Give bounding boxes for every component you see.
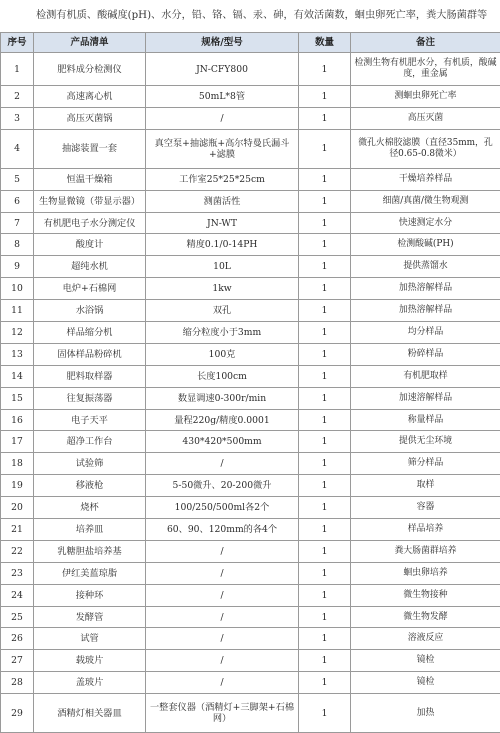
- cell-quantity: 1: [299, 129, 351, 168]
- cell-quantity: 1: [299, 475, 351, 497]
- cell-serial-no: 2: [1, 86, 34, 108]
- table-header-row: [1, 33, 500, 53]
- cell-quantity: 1: [299, 519, 351, 541]
- table-row: [1, 365, 500, 387]
- cell-spec: 缩分粒度小于3mm: [146, 322, 299, 344]
- table-row: [1, 300, 500, 322]
- cell-serial-no: 23: [1, 562, 34, 584]
- cell-product: 试管: [34, 628, 146, 650]
- table-row: [1, 497, 500, 519]
- cell-product: 发酵管: [34, 606, 146, 628]
- table-row: [1, 606, 500, 628]
- cell-serial-no: 5: [1, 168, 34, 190]
- table-row: [1, 431, 500, 453]
- cell-serial-no: 4: [1, 129, 34, 168]
- cell-quantity: 1: [299, 409, 351, 431]
- cell-serial-no: 11: [1, 300, 34, 322]
- cell-remarks: 筛分样品: [351, 453, 500, 475]
- table-row: [1, 694, 500, 733]
- cell-remarks: 有机肥取样: [351, 365, 500, 387]
- table-row: [1, 256, 500, 278]
- cell-remarks: 容器: [351, 497, 500, 519]
- table-row: [1, 322, 500, 344]
- cell-quantity: 1: [299, 53, 351, 86]
- cell-product: 电子天平: [34, 409, 146, 431]
- cell-serial-no: 21: [1, 519, 34, 541]
- cell-serial-no: 7: [1, 212, 34, 234]
- cell-spec: /: [146, 672, 299, 694]
- table-row: [1, 212, 500, 234]
- cell-serial-no: 14: [1, 365, 34, 387]
- cell-remarks: 均分样品: [351, 322, 500, 344]
- cell-spec: 数显调速0-300r/min: [146, 387, 299, 409]
- cell-remarks: 粉碎样品: [351, 343, 500, 365]
- cell-spec: JN-WT: [146, 212, 299, 234]
- cell-spec: /: [146, 453, 299, 475]
- cell-product: 酒精灯相关器皿: [34, 694, 146, 733]
- cell-serial-no: 19: [1, 475, 34, 497]
- cell-quantity: 1: [299, 343, 351, 365]
- table-row: [1, 129, 500, 168]
- cell-quantity: 1: [299, 584, 351, 606]
- header-spec: 规格/型号: [146, 33, 299, 53]
- cell-remarks: 取样: [351, 475, 500, 497]
- table-row: [1, 672, 500, 694]
- cell-serial-no: 22: [1, 540, 34, 562]
- cell-product: 固体样品粉碎机: [34, 343, 146, 365]
- cell-remarks: 检测酸碱(PH): [351, 234, 500, 256]
- cell-remarks: 快速测定水分: [351, 212, 500, 234]
- cell-quantity: 1: [299, 107, 351, 129]
- cell-spec: 测菌活性: [146, 190, 299, 212]
- cell-product: 接种环: [34, 584, 146, 606]
- cell-serial-no: 24: [1, 584, 34, 606]
- cell-spec: /: [146, 562, 299, 584]
- cell-quantity: 1: [299, 322, 351, 344]
- cell-product: 样品缩分机: [34, 322, 146, 344]
- table-row: [1, 519, 500, 541]
- cell-quantity: 1: [299, 431, 351, 453]
- cell-serial-no: 26: [1, 628, 34, 650]
- cell-quantity: 1: [299, 256, 351, 278]
- cell-product: 试验筛: [34, 453, 146, 475]
- cell-spec: 430*420*500mm: [146, 431, 299, 453]
- cell-quantity: 1: [299, 628, 351, 650]
- table-row: [1, 53, 500, 86]
- cell-product: 酸度计: [34, 234, 146, 256]
- cell-serial-no: 16: [1, 409, 34, 431]
- cell-remarks: 镜检: [351, 650, 500, 672]
- table-row: [1, 234, 500, 256]
- cell-product: 肥料成分检测仪: [34, 53, 146, 86]
- table-row: [1, 343, 500, 365]
- cell-serial-no: 10: [1, 278, 34, 300]
- table-row: [1, 453, 500, 475]
- cell-remarks: 加热溶解样品: [351, 278, 500, 300]
- cell-serial-no: 15: [1, 387, 34, 409]
- table-row: [1, 409, 500, 431]
- cell-spec: JN-CFY800: [146, 53, 299, 86]
- cell-spec: /: [146, 606, 299, 628]
- cell-quantity: 1: [299, 672, 351, 694]
- header-quantity: 数量: [299, 33, 351, 53]
- cell-remarks: 微生物发酵: [351, 606, 500, 628]
- cell-serial-no: 12: [1, 322, 34, 344]
- cell-quantity: 1: [299, 234, 351, 256]
- cell-spec: 100/250/500ml各2个: [146, 497, 299, 519]
- cell-product: 培养皿: [34, 519, 146, 541]
- cell-remarks: 测蛔虫卵死亡率: [351, 86, 500, 108]
- cell-spec: 100克: [146, 343, 299, 365]
- cell-remarks: 溶液反应: [351, 628, 500, 650]
- cell-spec: 10L: [146, 256, 299, 278]
- cell-remarks: 微孔火棉胶滤膜（直径35mm，孔径0.65-0.8微米）: [351, 129, 500, 168]
- table-row: [1, 278, 500, 300]
- cell-remarks: 细菌/真菌/微生物观测: [351, 190, 500, 212]
- cell-product: 往复振荡器: [34, 387, 146, 409]
- table-row: [1, 168, 500, 190]
- cell-serial-no: 13: [1, 343, 34, 365]
- cell-serial-no: 1: [1, 53, 34, 86]
- document-caption: 检测有机质、酸碱度(pH)、水分，铅、铬、镉、汞、砷，有效活菌数，蛔虫卵死亡率，粪大肠菌群等: [0, 0, 500, 32]
- cell-quantity: 1: [299, 650, 351, 672]
- cell-spec: /: [146, 628, 299, 650]
- cell-spec: 长度100cm: [146, 365, 299, 387]
- cell-product: 超纯水机: [34, 256, 146, 278]
- cell-product: 高速离心机: [34, 86, 146, 108]
- cell-serial-no: 18: [1, 453, 34, 475]
- table-body: [1, 53, 500, 733]
- cell-quantity: 1: [299, 453, 351, 475]
- cell-quantity: 1: [299, 606, 351, 628]
- table-row: [1, 628, 500, 650]
- header-product: 产品清单: [34, 33, 146, 53]
- cell-quantity: 1: [299, 497, 351, 519]
- cell-spec: 工作室25*25*25cm: [146, 168, 299, 190]
- cell-spec: 60、90、120mm的各4个: [146, 519, 299, 541]
- cell-spec: 双孔: [146, 300, 299, 322]
- cell-quantity: 1: [299, 694, 351, 733]
- equipment-table: [0, 32, 500, 733]
- cell-remarks: 镜检: [351, 672, 500, 694]
- table-row: [1, 190, 500, 212]
- cell-remarks: 加速溶解样品: [351, 387, 500, 409]
- cell-product: 移液枪: [34, 475, 146, 497]
- cell-serial-no: 28: [1, 672, 34, 694]
- cell-spec: 5-50微升、20-200微升: [146, 475, 299, 497]
- cell-product: 电炉+石棉网: [34, 278, 146, 300]
- cell-remarks: 加热: [351, 694, 500, 733]
- cell-serial-no: 27: [1, 650, 34, 672]
- cell-quantity: 1: [299, 562, 351, 584]
- cell-product: 高压灭菌锅: [34, 107, 146, 129]
- cell-product: 恒温干燥箱: [34, 168, 146, 190]
- cell-quantity: 1: [299, 190, 351, 212]
- cell-remarks: 检测生物有机肥水分，有机质，酸碱度，重金属: [351, 53, 500, 86]
- cell-quantity: 1: [299, 387, 351, 409]
- cell-remarks: 称量样品: [351, 409, 500, 431]
- cell-spec: 量程220g/精度0.0001: [146, 409, 299, 431]
- cell-remarks: 粪大肠菌群培养: [351, 540, 500, 562]
- cell-quantity: 1: [299, 365, 351, 387]
- cell-spec: /: [146, 650, 299, 672]
- cell-spec: 50mL*8管: [146, 86, 299, 108]
- cell-remarks: 提供蒸馏水: [351, 256, 500, 278]
- table-row: [1, 584, 500, 606]
- table-row: [1, 475, 500, 497]
- cell-quantity: 1: [299, 86, 351, 108]
- cell-product: 水浴锅: [34, 300, 146, 322]
- cell-remarks: 干燥培养样品: [351, 168, 500, 190]
- cell-product: 生物显微镜（带显示器）: [34, 190, 146, 212]
- cell-quantity: 1: [299, 212, 351, 234]
- cell-product: 盖玻片: [34, 672, 146, 694]
- cell-serial-no: 29: [1, 694, 34, 733]
- table-row: [1, 86, 500, 108]
- cell-spec: /: [146, 540, 299, 562]
- cell-spec: /: [146, 584, 299, 606]
- cell-serial-no: 17: [1, 431, 34, 453]
- table-row: [1, 540, 500, 562]
- cell-product: 乳糖胆盐培养基: [34, 540, 146, 562]
- cell-quantity: 1: [299, 300, 351, 322]
- cell-quantity: 1: [299, 540, 351, 562]
- table-row: [1, 650, 500, 672]
- cell-serial-no: 8: [1, 234, 34, 256]
- cell-spec: 精度0.1/0-14PH: [146, 234, 299, 256]
- cell-spec: 一整套仪器（酒精灯+三脚架+石棉网）: [146, 694, 299, 733]
- cell-remarks: 微生物接种: [351, 584, 500, 606]
- cell-serial-no: 20: [1, 497, 34, 519]
- cell-remarks: 蛔虫卵培养: [351, 562, 500, 584]
- cell-quantity: 1: [299, 278, 351, 300]
- cell-product: 抽滤装置一套: [34, 129, 146, 168]
- table-row: [1, 107, 500, 129]
- cell-quantity: 1: [299, 168, 351, 190]
- cell-serial-no: 3: [1, 107, 34, 129]
- cell-product: 肥料取样器: [34, 365, 146, 387]
- cell-remarks: 提供无尘环境: [351, 431, 500, 453]
- cell-spec: /: [146, 107, 299, 129]
- table-row: [1, 387, 500, 409]
- cell-serial-no: 25: [1, 606, 34, 628]
- cell-product: 载玻片: [34, 650, 146, 672]
- cell-product: 烧杯: [34, 497, 146, 519]
- header-serial-no: 序号: [1, 33, 34, 53]
- cell-product: 超净工作台: [34, 431, 146, 453]
- cell-serial-no: 9: [1, 256, 34, 278]
- cell-serial-no: 6: [1, 190, 34, 212]
- cell-remarks: 加热溶解样品: [351, 300, 500, 322]
- cell-product: 伊红美蓝琼脂: [34, 562, 146, 584]
- table-row: [1, 562, 500, 584]
- cell-remarks: 高压灭菌: [351, 107, 500, 129]
- cell-product: 有机肥电子水分测定仪: [34, 212, 146, 234]
- cell-spec: 真空泵+抽滤瓶+高尔特曼氏漏斗+滤膜: [146, 129, 299, 168]
- cell-spec: 1kw: [146, 278, 299, 300]
- cell-remarks: 样品培养: [351, 519, 500, 541]
- header-remarks: 备注: [351, 33, 500, 53]
